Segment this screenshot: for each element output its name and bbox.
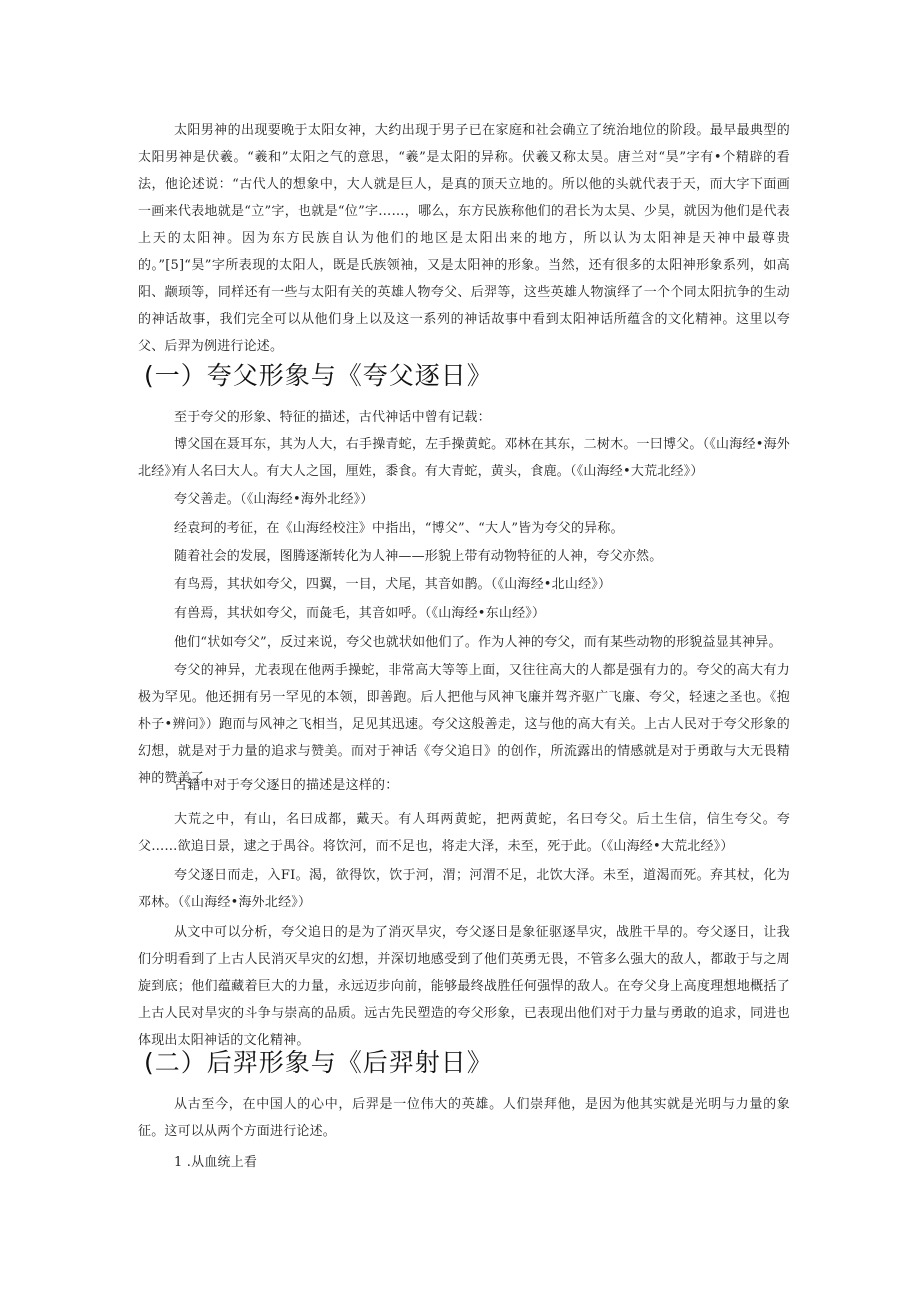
paragraph-houyi-intro: 从古至今，在中国人的心中，后羿是一位伟大的英雄。人们崇拜他，是因为他其实就是光明与力量的象征。这可以从两个方面进行论述。 [138,1097,790,1139]
quote-kuafu-shanzou: 夸父善走。（《山海经•海外北经》） [174,492,374,507]
section-heading-kuafu: (一）夸父形象与《夸父逐日》 [144,361,493,390]
paragraph-yuan-ke: 经袁珂的考征，在《山海经校注》中指出，“博父”、“大人”皆为夸父的异称。 [174,521,624,536]
paragraph-zhuangru-kuafu: 他们“状如夸父”，反过来说，夸父也就状如他们了。作为人神的夸父，而有某些动物的形貌益显其神异。 [174,635,782,650]
paragraph-kuafu-shenyi: 夸父的神异，尤表现在他两手操蛇，非常高大等等上面，又往往高大的人都是强有力的。夸父的高大有力极为罕见。他还拥有另一罕见的本领，即善跑。后人把他与风神飞廉并驾齐驱广飞廉、夸父，轻速之圣也。《抱朴子•辨问》）跑而与风神之飞相当，足见其迅速。夸父这般善走，这与他的高大有关。上古人民对于夸父形象的幻想，就是对于力量的追求与赞美。而对于神话《夸父追日》的创作，所流露出的情感就是对于勇敢与大无畏精神的赞美了。 [138,663,790,786]
quote-dahuang: 大荒之中，有山，名曰成都，戴天。有人珥两黄蛇，把两黄蛇，名曰夸父。后土生信，信生夸父。夸父……欲追日景，逮之于禺谷。将饮河，而不足也，将走大泽，未至，死于此。（《山海经•大荒北经》） [138,812,790,854]
paragraph-analysis: 从文中可以分析，夸父追日的是为了消灭旱灾，夸父逐日是象征驱逐旱灾，战胜干旱的。夸父逐日，让我们分明看到了上古人民消灭旱灾的幻想，并深切地感受到了他们英勇无畏，不管多么强大的敌人，都敢于与之周旋到底；他们蕴藏着巨大的力量，永远迈步向前，能够最终战胜任何强悍的敌人。在夸父身上高度理想地概括了上古人民对旱灾的斗争与崇高的品质。远古先民塑造的夸父形象，已表现出他们对于力量与勇敢的追求，同进也体现出太阳神话的文化精神。 [138,925,790,1048]
quote-bird: 有鸟焉，其状如夸父，四翼，一目，犬尾，其音如鹊。（《山海经•北山经》） [174,577,612,592]
paragraph-guji-description: 古籍中对于夸父逐日的描述是这样的： [174,778,399,793]
paragraph-totem-transform: 随着社会的发展，图腾逐渐转化为人神——形貌上带有动物特征的人神，夸父亦然。 [174,549,663,564]
paragraph-sun-god-intro: 太阳男神的出现要晚于太阳女神，大约出现于男子已在家庭和社会确立了统治地位的阶段。最早最典型的太阳男神是伏羲。“羲和”太阳之气的意思，“羲”是太阳的异称。伏羲又称太昊。唐兰对“昊”字有•个精辟的看法，他论述说：“古代人的想象中，大人就是巨人，是真的顶天立地的。所以他的头就代表于天，而大字下面画一画来代表地就是“立”字，也就是“位”字……，哪么，东方民族称他们的君长为太昊、少昊，就因为他们是代表上天的太阳神。因为东方民族自认为他们的地区是太阳出来的地方，所以认为太阳神是天神中最尊贵的。”[5]“昊”字所表现的太阳人，既是氏族领袖，又是太阳神的形象。当然，还有很多的太阳神形象系列，如高阳、颛顼等，同样还有一些与太阳有关的英雄人物夸父、后羿等，这些英雄人物演绎了一个个同太阳抗争的生动的神话故事，我们完全可以从他们身上以及这一系列的神话故事中看到太阳神话所蕴含的文化精神。这里以夸父、后羿为例进行论述。 [138,123,790,354]
quote-beast: 有兽焉，其状如夸父，而彘毛，其音如呼。（《山海经•东山经》） [174,606,546,621]
paragraph-kuafu-records-intro: 至于夸父的形象、特征的描述，古代神话中曾有记载： [174,410,491,425]
quote-daren: 有人名曰大人。有大人之国，厘姓，黍食。有大青蛇，黄头，食鹿。（《山海经•大荒北经》） [174,464,704,479]
quote-kuafu-zhuri: 夸父逐日而走，入FI。渴，欲得饮，饮于河，渭；河渭不足，北饮大泽。未至，道渴而死。弃其杖，化为邓林。（《山海经•海外北经》） [138,868,790,910]
section-heading-houyi: (二）后羿形象与《后羿射日》 [144,1048,493,1077]
quote-bofu-guo: 博父国在聂耳东，其为人大，右手操青蛇，左手操黄蛇。邓林在其东，二树木。一曰博父。（《山海经•海外北经》） [138,437,790,479]
subheading-bloodline: 1 .从血统上看 [174,1155,258,1170]
